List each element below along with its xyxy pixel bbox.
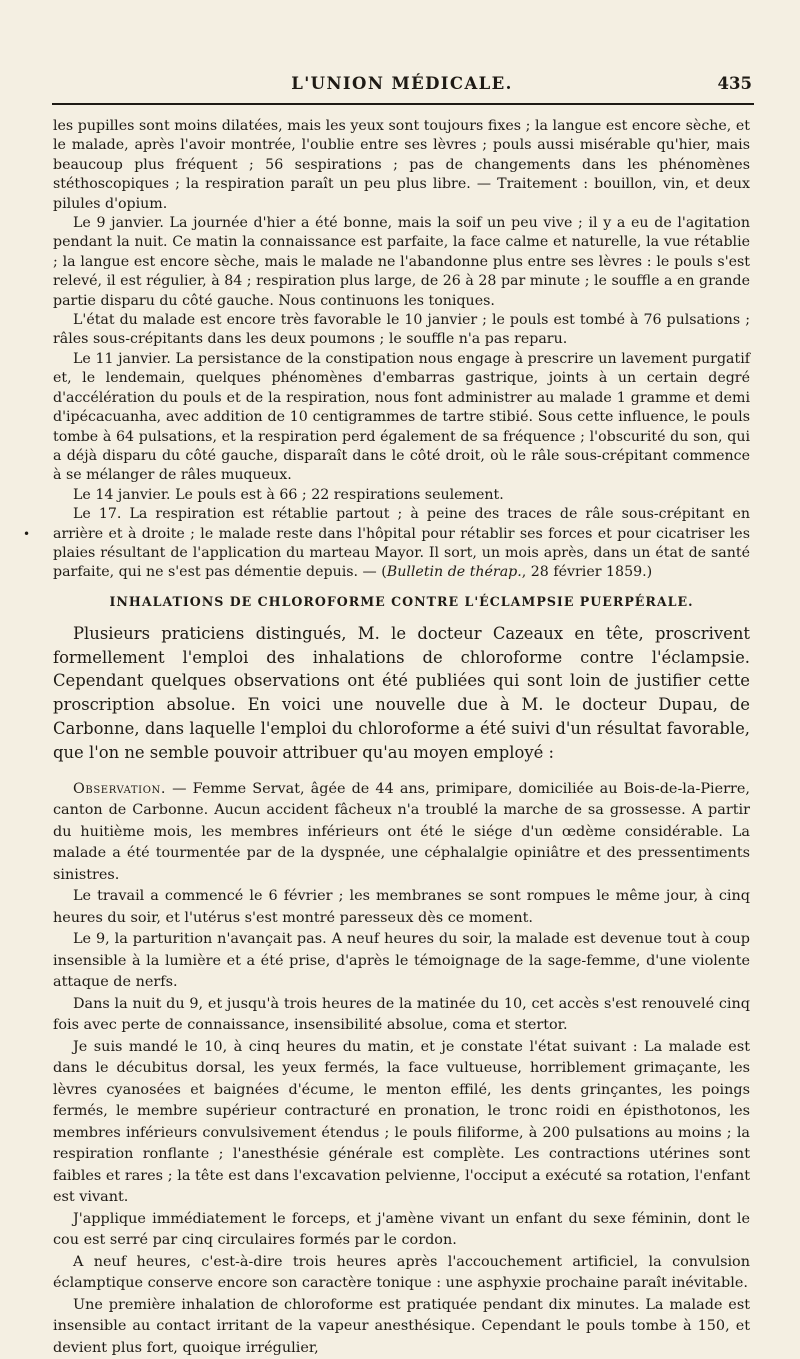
case-paragraph: Le 11 janvier. La persistance de la constipation nous engage à prescrire un lavement purgatif et, le lendemain, quelques phénomènes d'embarras gastrique, joints à un certain degré d'accélération du pouls et de la respiration, nous font administrer au malade 1 gramme et demi d'ipécacuanha, avec addition de 10 centigrammes de tartre stibié. Sous cette influence, le pouls tombe à 64 pulsations, et la respiration perd également de sa fréquence ; l'obscurité du son, qui a déjà disparu du côté gauche, disparaît dans le côté droit, où le râle sous-crépitant commence à se mélanger de râles muqueux.: [53, 350, 750, 484]
case-paragraph-final: [53, 505, 750, 583]
observation-paragraph: Une première inhalation de chloroforme est pratiquée pendant dix minutes. La malade est insensible au contact irritant de la vapeur anesthésique. Cependant le pouls tombe à 150, et devient plus fort, quoique irrégulier,: [53, 1296, 750, 1356]
case-paragraph: Le 9 janvier. La journée d'hier a été bonne, mais la soif un peu vive ; il y a eu de l'agitation pendant la nuit. Ce matin la connaissance est parfaite, la face calme et naturelle, la vue rétablie ; la langue est encore sèche, mais le malade ne l'abandonne plus entre ses lèvres : le pouls s'est relevé, il est régulier, à 84 ; respiration plus large, de 26 à 28 par minute ; le souffle a en grande partie disparu du côté gauche. Nous continuons les toniques.: [53, 215, 750, 309]
margin-mark: •: [23, 527, 31, 541]
case-paragraph: L'état du malade est encore très favorable le 10 janvier ; le pouls est tombé à 76 pulsations ; râles sous-crépitants dans les deux poumons ; le souffle n'a pas reparu.: [53, 312, 750, 348]
running-title: L'UNION MÉDICALE.: [291, 74, 513, 93]
observation-text: — Femme Servat, âgée de 44 ans, primipare, domiciliée au Bois-de-la-Pierre, canton de Carbonne. Aucun accident fâcheux n'a troublé la marche de sa grossesse. A partir du huitième mois, les membres inférieurs ont été le siége d'un œdème considérable. La malade a été tourmentée par de la dyspnée, une céphalalgie opiniâtre et des pressentiments sinistres.: [53, 780, 750, 883]
source-citation: Bulletin de thérap.: [386, 564, 522, 581]
header-rule: [52, 103, 754, 105]
case-paragraph: les pupilles sont moins dilatées, mais les yeux sont toujours fixes ; la langue est encore sèche, et le malade, après l'avoir montrée, l'oublie entre ses lèvres ; pouls aussi misérable qu'hier, mais beaucoup plus fréquent ; 56 sespirations ; pas de changements dans les phénomènes stéthoscopiques ; la respiration paraît un peu plus libre. — Traitement : bouillon, vin, et deux pilules d'opium.: [53, 118, 750, 212]
observation-paragraph: J'applique immédiatement le forceps, et j'amène vivant un enfant du sexe féminin, dont le cou est serré par cinq circulaires formés par le cordon.: [53, 1210, 750, 1249]
section-heading: INHALATIONS DE CHLOROFORME CONTRE L'ÉCLAMPSIE PUERPÉRALE.: [109, 593, 694, 609]
observation-paragraph: [53, 779, 750, 887]
case-final-text: Le 17. La respiration est rétablie partout ; à peine des traces de râle sous-crépitant en arrière et à droite ; le malade reste dans l'hôpital pour rétablir ses forces et pour cicatriser les plaies résultant de l'application du marteau Mayor. Il sort, un mois après, dans un état de santé parfaite, qui ne s'est pas démentie depuis. — (: [53, 506, 750, 581]
observation-paragraph: Le travail a commencé le 6 février ; les membranes se sont rompues le même jour, à cinq heures du soir, et l'utérus s'est montré paresseux dès ce moment.: [53, 888, 750, 926]
source-date: , 28 février 1859.): [521, 564, 653, 581]
observation-label: Observation.: [73, 780, 167, 797]
page-body: [53, 117, 750, 1359]
page-header: [52, 72, 752, 96]
case-paragraph: Le 14 janvier. Le pouls est à 66 ; 22 respirations seulement.: [73, 486, 504, 503]
observation-paragraph: Je suis mandé le 10, à cinq heures du matin, et je constate l'état suivant : La malade est dans le décubitus dorsal, les yeux fermés, la face vultueuse, horriblement grimaçante, les lèvres cyanosées et baignées d'écume, le menton effilé, les dents grinçantes, les poings fermés, le membre supérieur contracturé en pronation, le tronc roidi en épisthotonos, les membres inférieurs convulsivement étendus ; le pouls filiforme, à 200 pulsations au moins ; la respiration ronflante ; l'anesthésie générale est complète. Les contractions utérines sont faibles et rares ; la tête est dans l'excavation pelvienne, l'occiput a exécuté sa rotation, l'enfant est vivant.: [53, 1038, 750, 1206]
observation-paragraph: Le 9, la parturition n'avançait pas. A neuf heures du soir, la malade est devenue tout à coup insensible à la lumière et a été prise, d'après le témoignage de la sage-femme, d'une violente attaque de nerfs.: [53, 931, 750, 991]
observation-paragraph: Dans la nuit du 9, et jusqu'à trois heures de la matinée du 10, cet accès s'est renouvelé cinq fois avec perte de connaissance, insensibilité absolue, coma et stertor.: [53, 995, 750, 1034]
observation-paragraph: A neuf heures, c'est-à-dire trois heures après l'accouchement artificiel, la convulsion éclamptique conserve encore son caractère tonique : une asphyxie prochaine paraît inévitable.: [53, 1253, 750, 1292]
intro-paragraph: Plusieurs praticiens distingués, M. le docteur Cazeaux en tête, proscrivent formellement l'emploi des inhalations de chloroforme contre l'éclampsie. Cependant quelques observations ont été publiées qui sont loin de justifier cette proscription absolue. En voici une nouvelle due à M. le docteur Dupau, de Carbonne, dans laquelle l'emploi du chloroforme a été suivi d'un résultat favorable, que l'on ne semble pouvoir attribuer qu'au moyen employé :: [53, 623, 750, 762]
page-number: 435: [717, 74, 752, 93]
